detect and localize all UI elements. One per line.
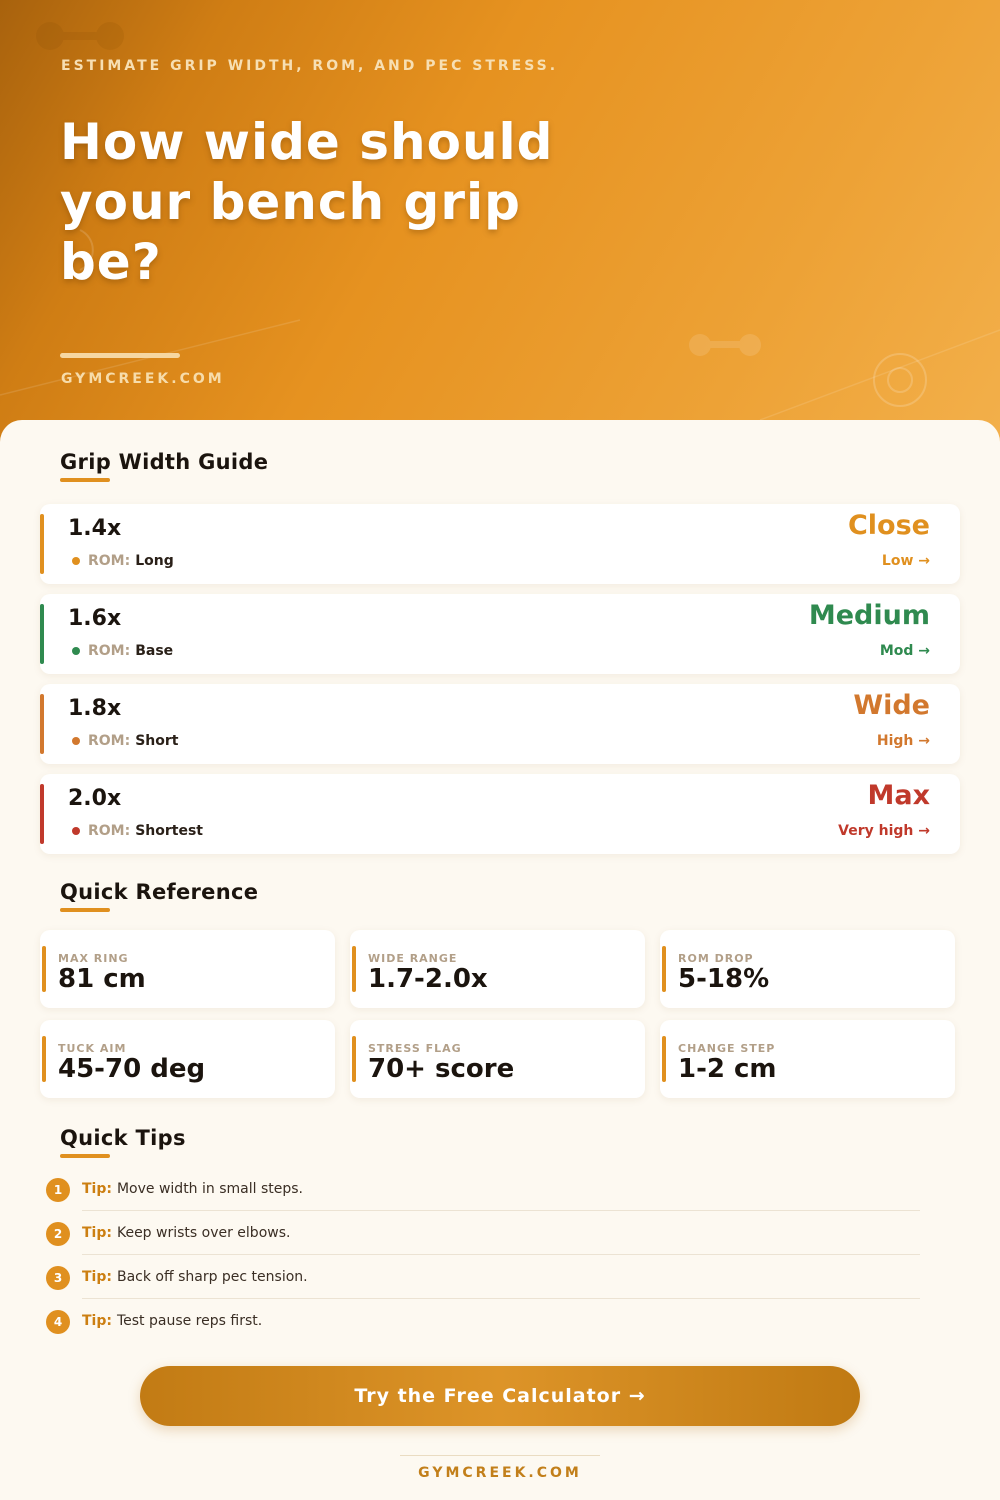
page-title: How wide should your bench grip be? [60,113,554,291]
ref-value: 1.7-2.0x [368,964,488,994]
ref-value: 45-70 deg [58,1054,206,1084]
tip-body: Test pause reps first. [116,1313,263,1329]
ref-card-rom-drop [660,930,955,1008]
grip-accent-bar [40,694,44,754]
grip-rom [72,733,178,749]
dot-icon [72,827,80,835]
grip-rom-value: Long [135,553,174,569]
grip-card-close[interactable] [40,504,960,584]
ref-value: 81 cm [58,964,146,994]
hero-site-link[interactable]: GYMCREEK.COM [61,371,225,387]
tip-item [46,1178,920,1222]
tip-body: Move width in small steps. [116,1181,303,1197]
ref-accent-bar [42,1036,46,1082]
ref-accent-bar [42,946,46,992]
ref-accent-bar [662,1036,666,1082]
grip-guide-underline [60,478,110,482]
grip-multiplier: 1.6x [68,606,122,631]
quick-tips-underline [60,1154,110,1158]
grip-accent-bar [40,514,44,574]
tip-item [46,1310,920,1354]
grip-stress-level: Very high → [838,823,930,839]
grip-rom-value: Short [135,733,179,749]
hero-eyebrow: ESTIMATE GRIP WIDTH, ROM, AND PEC STRESS. [61,58,559,74]
grip-stress-level: High → [876,733,930,749]
tip-item [46,1266,920,1310]
grip-accent-bar [40,604,44,664]
grip-multiplier: 1.8x [68,696,122,721]
hero-divider [60,353,180,358]
plate-icon [874,354,926,406]
dot-icon [72,737,80,745]
calculator-cta-button[interactable]: Try the Free Calculator → [140,1366,860,1426]
tip-number-badge: 1 [46,1178,70,1202]
grip-rom-value: Base [135,643,174,659]
ref-label: TUCK AIM [58,1042,127,1055]
ref-label: ROM DROP [678,952,754,965]
tip-divider [82,1298,920,1299]
quick-reference-title: Quick Reference [60,880,259,904]
ref-accent-bar [662,946,666,992]
grip-rom-label: ROM: [88,643,131,659]
grip-card-medium[interactable] [40,594,960,674]
ref-value: 1-2 cm [678,1054,777,1084]
ref-value: 70+ score [368,1054,515,1084]
dumbbell-icon [689,334,761,356]
ref-accent-bar [352,946,356,992]
grip-rom [72,643,173,659]
quick-tips-title: Quick Tips [60,1126,186,1150]
grip-multiplier: 2.0x [68,786,122,811]
tip-label: Tip: [82,1225,112,1241]
tip-label: Tip: [82,1313,112,1329]
grip-rom [72,553,174,569]
ref-label: CHANGE STEP [678,1042,776,1055]
dot-icon [72,557,80,565]
footer-site-link[interactable]: GYMCREEK.COM [418,1465,582,1481]
ref-card-tuck-aim [40,1020,335,1098]
dot-icon [72,647,80,655]
grip-rom-label: ROM: [88,823,131,839]
ref-card-max-ring [40,930,335,1008]
grip-rom-label: ROM: [88,553,131,569]
tip-number-badge: 4 [46,1310,70,1334]
ref-label: STRESS FLAG [368,1042,462,1055]
tip-text [82,1313,262,1329]
tip-number-badge: 2 [46,1222,70,1246]
grip-name: Close [847,510,930,541]
grip-rom-value: Shortest [135,823,204,839]
grip-name: Medium [808,600,930,631]
grip-stress-level: Low → [881,553,930,569]
ref-label: MAX RING [58,952,129,965]
grip-name: Max [867,780,930,811]
tip-body: Back off sharp pec tension. [116,1269,308,1285]
grip-rom-label: ROM: [88,733,131,749]
ref-accent-bar [352,1036,356,1082]
grip-name: Wide [853,690,930,721]
ref-card-stress-flag [350,1020,645,1098]
ref-card-wide-range [350,930,645,1008]
tip-text [82,1269,308,1285]
dumbbell-icon [36,22,124,50]
tip-divider [82,1210,920,1211]
footer-divider [400,1455,600,1456]
quick-reference-underline [60,908,110,912]
grip-accent-bar [40,784,44,844]
grip-rom [72,823,203,839]
tip-label: Tip: [82,1181,112,1197]
grip-card-max[interactable] [40,774,960,854]
grip-card-wide[interactable] [40,684,960,764]
tip-body: Keep wrists over elbows. [116,1225,291,1241]
grip-guide-title: Grip Width Guide [60,450,269,474]
tip-text [82,1181,303,1197]
ref-card-change-step [660,1020,955,1098]
tip-number-badge: 3 [46,1266,70,1290]
tip-item [46,1222,920,1266]
tip-text [82,1225,290,1241]
tip-divider [82,1254,920,1255]
hero-banner [0,0,1000,460]
ref-value: 5-18% [678,964,770,994]
tip-label: Tip: [82,1269,112,1285]
grip-stress-level: Mod → [879,643,930,659]
ref-label: WIDE RANGE [368,952,458,965]
grip-multiplier: 1.4x [68,516,122,541]
